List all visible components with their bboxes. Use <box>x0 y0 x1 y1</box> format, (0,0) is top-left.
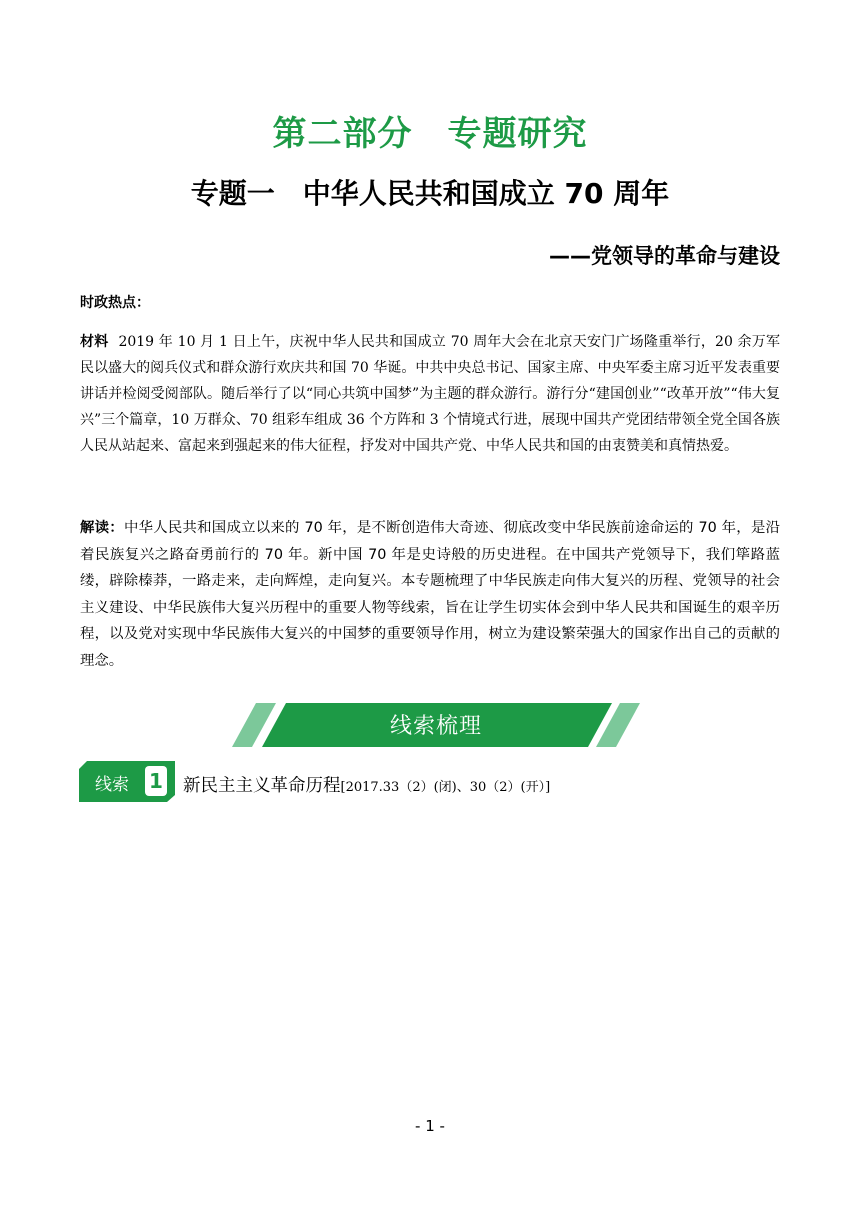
topic-subtitle: ——党领导的革命与建设 <box>549 244 780 268</box>
section-banner <box>232 701 640 749</box>
topic-title: 专题一 中华人民共和国成立 70 周年 <box>190 177 670 210</box>
clue-number: 1 <box>145 766 167 796</box>
material-label: 材料 <box>80 334 109 350</box>
clue-label: 线索 <box>95 775 129 795</box>
reading-text: 中华人民共和国成立以来的 70 年，是不断创造伟大奇迹、彻底改变中华民族前途命运的 70 年，是沿着民族复兴之路奋勇前行的 70 年。新中国 70 年是史诗般的历史进程。在中国共产党领导下，我们筚路蓝缕，辟除榛莽，一路走来，走向辉煌，走向复兴。本专题梳理了中华民族走向伟大复兴的历程、党领导的社会主义建设、中华民族伟大复兴历程中的重要人物等线索，旨在让学生切实体会到中华人民共和国诞生的艰辛历程，以及党对实现中华民族伟大复兴的中国梦的重要领导作用，树立为建设繁荣强大的国家作出自己的贡献的理念。 <box>80 520 780 669</box>
clue-reference: [2017.33（2）(闭)、30（2）(开）] <box>340 780 551 795</box>
clue-title: 新民主主义革命历程 <box>183 776 341 796</box>
clue-heading <box>183 772 550 797</box>
page-number: - 1 - <box>415 1117 445 1135</box>
reading-label: 解读： <box>80 520 124 536</box>
reading-paragraph <box>80 515 780 674</box>
section-banner-title: 线索梳理 <box>389 714 482 739</box>
material-paragraph <box>80 329 780 459</box>
part-title: 第二部分 专题研究 <box>272 114 588 154</box>
clue-badge <box>79 761 175 803</box>
material-text: 2019 年 10 月 1 日上午，庆祝中华人民共和国成立 70 周年大会在北京天安门广场隆重举行，20 余万军民以盛大的阅兵仪式和群众游行欢庆共和国 70 华诞。中共中央总书记、国家主席、中央军委主席习近平发表重要讲话并检阅受阅部队。随后举行了以“同心共筑中国梦”为主题的群众游行。游行分“建国创业”“改革开放”“伟大复兴”三个篇章，10 万群众、70 组彩车组成 36 个方阵和 3 个情境式行进，展现中国共产党团结带领全党全国各族人民从站起来、富起来到强起来的伟大征程，抒发对中国共产党、中华人民共和国的由衷赞美和真情热爱。 <box>80 334 780 454</box>
hot-topic-label: 时政热点： <box>80 295 150 311</box>
